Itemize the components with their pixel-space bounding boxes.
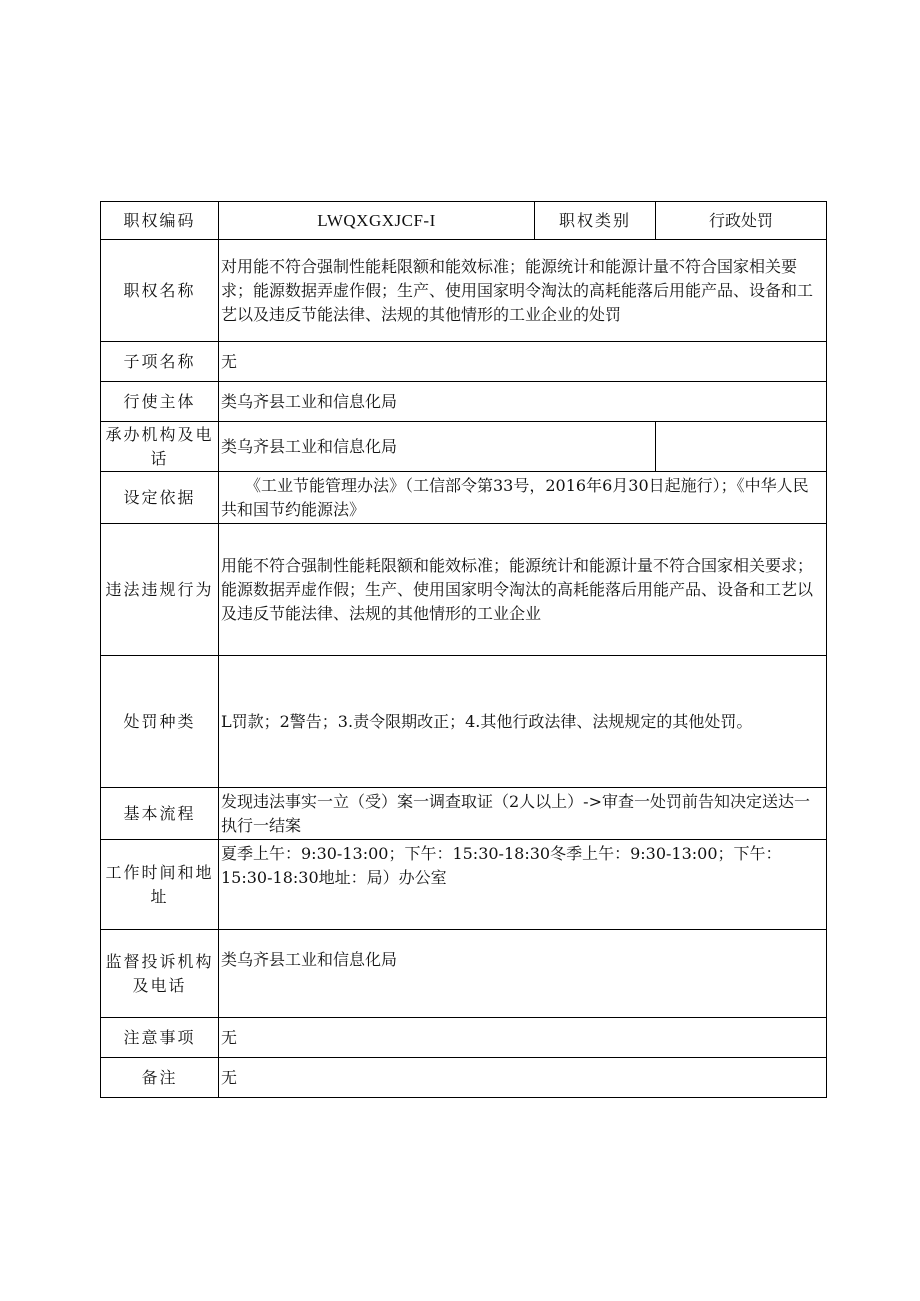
subject-label: 行使主体 — [101, 382, 219, 422]
hours-label: 工作时间和地址 — [101, 840, 219, 930]
code-value: LWQXGXJCF-I — [219, 202, 535, 240]
supervision-label: 监督投诉机构及电话 — [101, 930, 219, 1018]
row-supervision — [101, 930, 827, 1018]
power-list-sheet — [100, 201, 827, 1098]
notes-label: 注意事项 — [101, 1018, 219, 1058]
row-agency — [101, 422, 827, 472]
notes-value: 无 — [219, 1018, 827, 1058]
hours-value: 夏季上午：9:30-13:00；下午：15:30-18:30冬季上午：9:30-13:00；下午：15:30-18:30地址：局）办公室 — [219, 840, 827, 930]
agency-value: 类乌齐县工业和信息化局 — [219, 422, 656, 472]
power-table — [100, 201, 827, 1098]
category-value: 行政处罚 — [656, 202, 827, 240]
subject-value: 类乌齐县工业和信息化局 — [219, 382, 827, 422]
code-label: 职权编码 — [101, 202, 219, 240]
basis-label: 设定依据 — [101, 472, 219, 524]
row-hours — [101, 840, 827, 930]
supervision-value: 类乌齐县工业和信息化局 — [219, 930, 827, 1018]
process-label: 基本流程 — [101, 788, 219, 840]
violation-label: 违法违规行为 — [101, 524, 219, 656]
row-code — [101, 202, 827, 240]
name-value: 对用能不符合强制性能耗限额和能效标准；能源统计和能源计量不符合国家相关要求；能源数据弄虚作假；生产、使用国家明令淘汰的高耗能落后用能产品、设备和工艺以及违反节能法律、法规的其他情形的工业企业的处罚 — [219, 240, 827, 342]
agency-phone — [656, 422, 827, 472]
violation-value: 用能不符合强制性能耗限额和能效标准；能源统计和能源计量不符合国家相关要求；能源数据弄虚作假；生产、使用国家明令淘汰的高耗能落后用能产品、设备和工艺以及违反节能法律、法规的其他情形的工业企业 — [219, 524, 827, 656]
row-violation — [101, 524, 827, 656]
remarks-value: 无 — [219, 1058, 827, 1098]
row-remarks — [101, 1058, 827, 1098]
row-basis — [101, 472, 827, 524]
row-subject — [101, 382, 827, 422]
subitem-value: 无 — [219, 342, 827, 382]
row-notes — [101, 1018, 827, 1058]
name-label: 职权名称 — [101, 240, 219, 342]
remarks-label: 备注 — [101, 1058, 219, 1098]
penalty-value: L罚款；2警告；3.责令限期改正；4.其他行政法律、法规规定的其他处罚。 — [219, 656, 827, 788]
agency-label: 承办机构及电话 — [101, 422, 219, 472]
process-value: 发现违法事实一立（受）案一调查取证（2人以上）->审查一处罚前告知决定送达一执行一结案 — [219, 788, 827, 840]
subitem-label: 子项名称 — [101, 342, 219, 382]
row-name — [101, 240, 827, 342]
row-process — [101, 788, 827, 840]
row-penalty — [101, 656, 827, 788]
category-label: 职权类别 — [535, 202, 656, 240]
basis-value: 《工业节能管理办法》（工信部令第33号，2016年6月30日起施行）；《中华人民共和国节约能源法》 — [219, 472, 827, 524]
penalty-label: 处罚种类 — [101, 656, 219, 788]
row-subitem — [101, 342, 827, 382]
